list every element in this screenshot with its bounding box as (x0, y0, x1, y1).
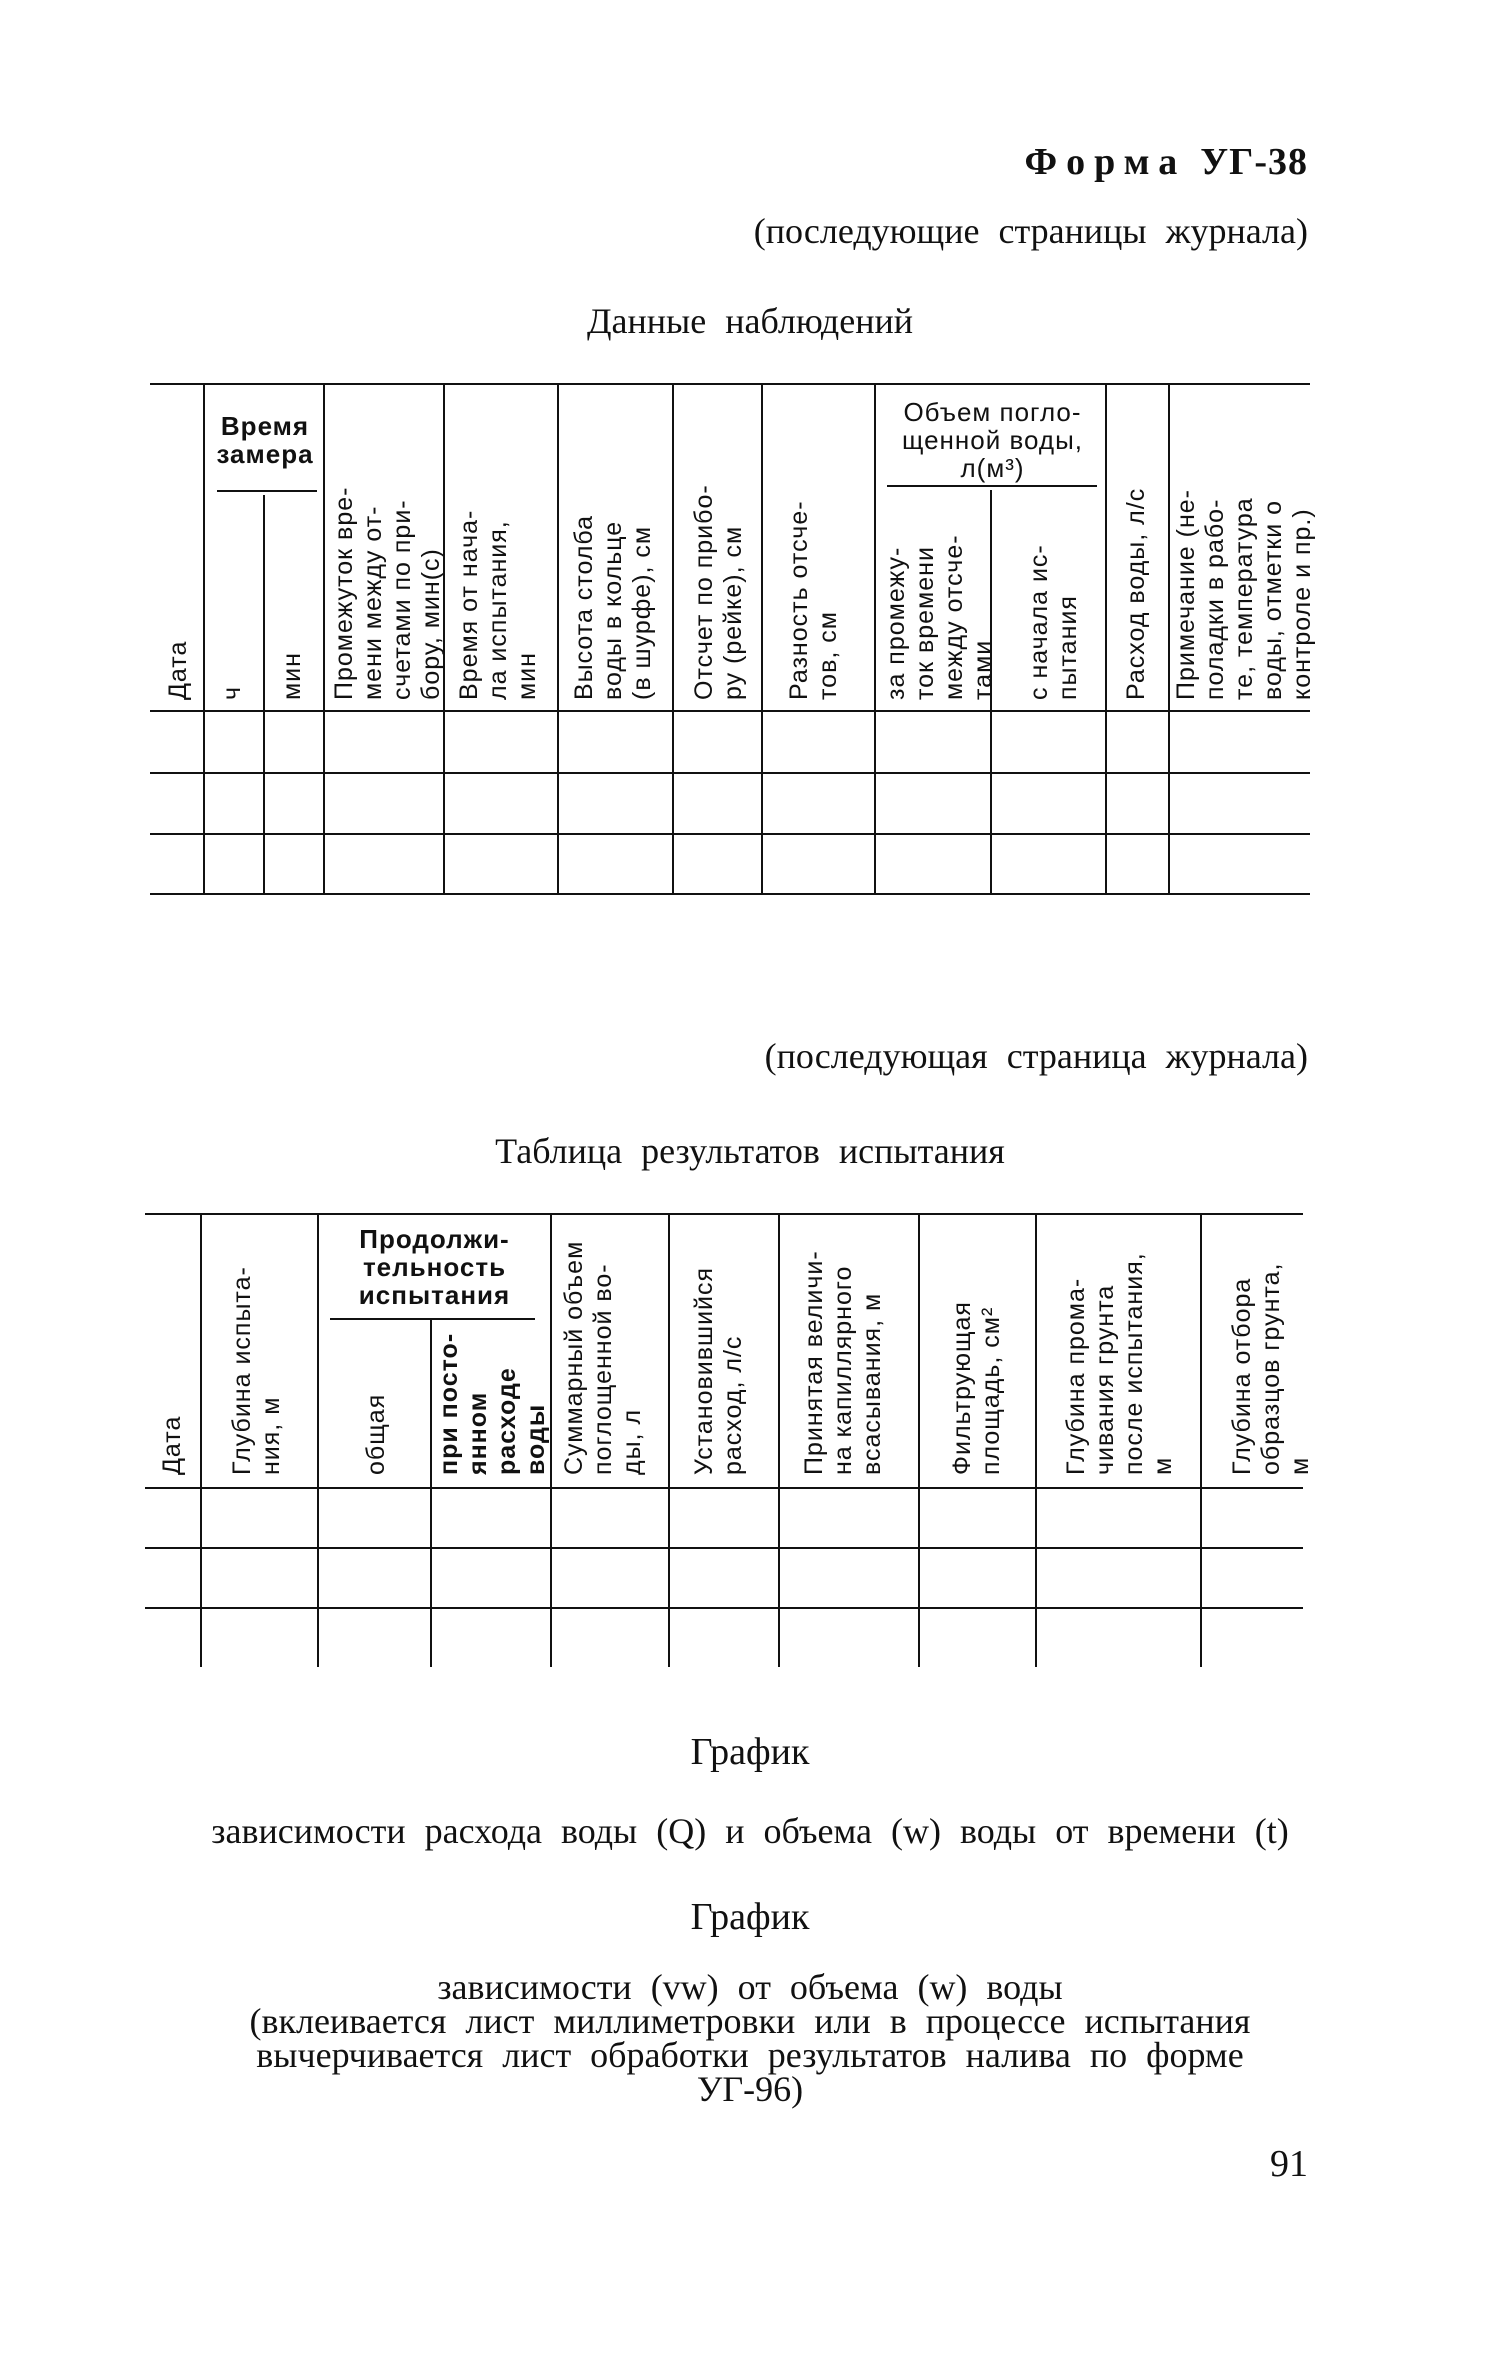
title-results: Таблица результатов испытания (495, 1131, 1005, 1171)
subtitle-pages: (последующие страницы журнала) (753, 211, 1308, 251)
col2-capillary: Принятая величи- на капиллярного всасывания, м (800, 1250, 886, 1475)
col-volume-interval: за промежу- ток времени между отсче- тами (882, 534, 997, 700)
col2-soaking-depth: Глубина прома- чивания грунта после испытания, м (1062, 1252, 1177, 1475)
page-number: 91 (1270, 2143, 1308, 2185)
col-volume-group: Объем погло- щенной воды, л(м³) (902, 397, 1083, 483)
table1-bottom-rule (150, 893, 1310, 895)
time-group-rule (217, 490, 317, 492)
col2-total-volume: Суммарный объем поглощенной во- ды, л (560, 1240, 646, 1475)
duration-group-rule (330, 1318, 535, 1320)
col2-duration-group: Продолжи- тельность испытания (358, 1224, 511, 1310)
col-minutes: мин (278, 652, 306, 700)
graph2-text: зависимости (vw) от объема (w) воды (вклеивается лист миллиметровки или в процессе испытания вычерчивается лист обработки результатов налива по форме УГ-96) (249, 1967, 1251, 2109)
col2-filter-area: Фильтрующая площадь, см² (948, 1301, 1005, 1475)
graph1-text: зависимости расхода воды (Q) и объема (w) воды от времени (t) (211, 1811, 1289, 1851)
col-time-group: Время замера (216, 411, 314, 469)
volume-group-rule (887, 485, 1097, 487)
col2-sampling-depth: Глубина отбора образцов грунта, м (1228, 1262, 1314, 1475)
col-time-from-start: Время от нача- ла испытания, мин (455, 509, 541, 700)
form-number (1024, 140, 1308, 184)
graph1-label: График (690, 1731, 810, 1773)
col-reading-diff: Разность отсче- тов, см (785, 500, 842, 700)
col2-date: Дата (158, 1415, 186, 1475)
col2-steady-flow: Установившийся расход, л/с (690, 1266, 747, 1475)
form-code: УГ-38 (1200, 141, 1308, 183)
graph2-label: График (690, 1896, 810, 1938)
col-hours: ч (218, 685, 246, 700)
col2-constant-flow: при посто- янном расходе воды (435, 1332, 550, 1475)
subtitle-page: (последующая страница журнала) (764, 1036, 1308, 1076)
title-observations: Данные наблюдений (586, 301, 914, 341)
col-date: Дата (164, 640, 192, 700)
col-interval: Промежуток вре- мени между от- счетами по при- бору, мин(с) (330, 486, 445, 700)
form-word: Форма (1024, 141, 1187, 183)
col-flow-rate: Расход воды, л/с (1122, 487, 1150, 700)
col-water-column: Высота столба воды в кольце (в шурфе), см (570, 514, 656, 700)
col-volume-start: с начала ис- пытания (1025, 544, 1082, 700)
col2-test-depth: Глубина испыта- ния, м (228, 1266, 285, 1475)
col-gauge-reading: Отсчет по прибо- ру (рейке), см (690, 484, 747, 700)
col2-total: общая (362, 1393, 390, 1475)
col-note: Примечание (не- поладки в рабо- те, температура воды, отметки о контроле и пр.) (1172, 488, 1316, 700)
